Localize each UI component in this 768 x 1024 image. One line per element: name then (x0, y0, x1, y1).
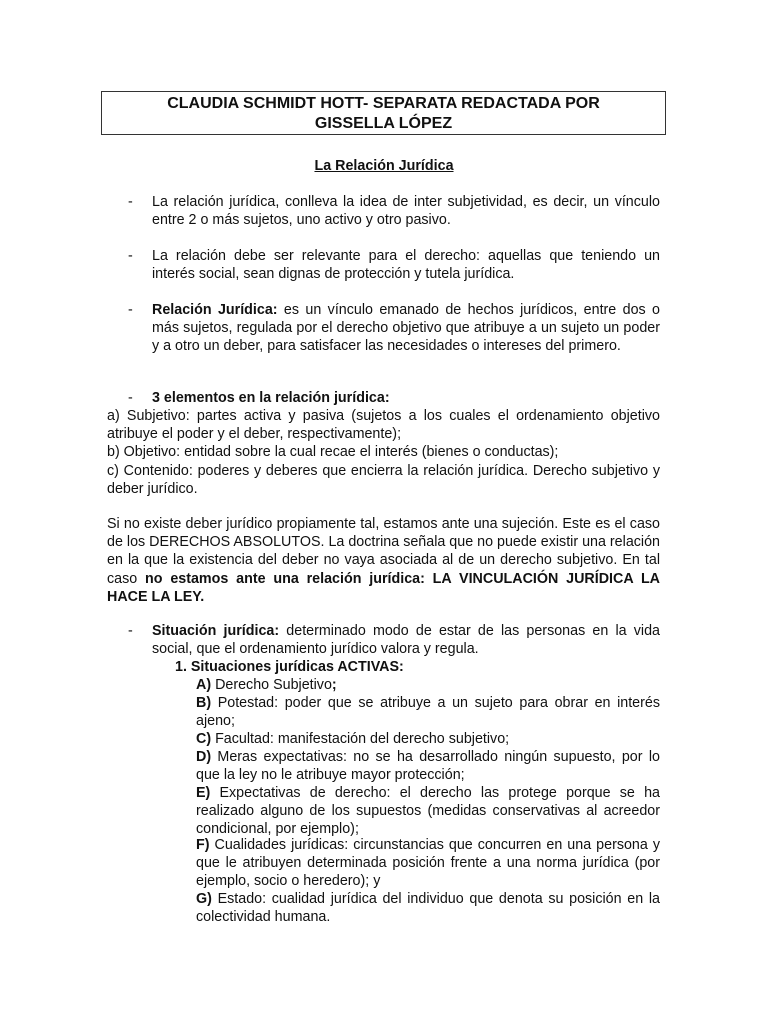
item-text: Derecho Subjetivo (211, 677, 332, 693)
activas-item-b (196, 694, 660, 730)
elements-list (107, 407, 660, 498)
activas-item-f (196, 836, 660, 891)
element-item-a: a) Subjetivo: partes activa y pasiva (sujetos a los cuales el ordenamiento objetivo atribuye el poder y el deber, respectivamente); (107, 408, 660, 443)
title-line-2: GISSELLA LÓPEZ (314, 115, 453, 132)
bullet-item (107, 389, 660, 407)
activas-item-e (196, 784, 660, 839)
item-text: Cualidades jurídicas: circunstancias que concurren en una persona y que le atribuyen determinada posición frente a una norma jurídica (por ejemplo, socio o heredero); y (196, 837, 660, 890)
bullet-item (107, 301, 660, 356)
item-letter: B) (196, 695, 212, 711)
paragraph-text: Si no existe deber jurídico propiamente tal, estamos ante una sujeción. Este es el caso de los DERECHOS ABSOLUTOS. La doctrina señala que no puede existir una relación en la que la existencia del deber no vaya asociada al de un derecho subjetivo. En tal caso (107, 516, 660, 587)
bullet-marker: - (128, 194, 133, 210)
item-text: Estado: cualidad jurídica del individuo que denota su posición en la colectividad humana. (196, 891, 660, 926)
activas-item-a (196, 676, 660, 694)
bullet-body: determinado modo de estar de las personas en la vida social, que el ordenamiento jurídico valora y regula. (152, 623, 660, 658)
bullet-item (107, 247, 660, 283)
bullet-text (152, 622, 660, 658)
section-subtitle: La Relación Jurídica (314, 158, 454, 174)
sujecion-paragraph (107, 515, 660, 606)
bullet-text (152, 301, 660, 356)
bullet-marker: - (128, 302, 133, 318)
item-text: Meras expectativas: no se ha desarrollado ningún supuesto, por lo que la ley no le atribuye mayor protección; (196, 749, 660, 784)
item-letter: E) (196, 785, 211, 801)
activas-item-d (196, 748, 660, 784)
title-line-1: CLAUDIA SCHMIDT HOTT- SEPARATA REDACTADA POR (167, 95, 600, 112)
bullet-body: es un vínculo emanado de hechos jurídicos, entre dos o más sujetos, regulada por el derecho objetivo que atribuye a un sujeto un poder y a otro un deber, para satisfacer las necesidades o intereses del primero. (152, 302, 660, 355)
activas-heading: 1. Situaciones jurídicas ACTIVAS: (175, 659, 404, 675)
item-text: Facultad: manifestación del derecho subjetivo; (211, 731, 510, 747)
item-letter: G) (196, 891, 212, 907)
bullet-marker: - (128, 623, 133, 639)
bullet-bold-label: Situación jurídica: (152, 623, 280, 639)
bullet-text (152, 389, 660, 407)
element-item-b: b) Objetivo: entidad sobre la cual recae el interés (bienes o conductas); (107, 444, 559, 461)
document-title-box (101, 91, 666, 135)
element-item-c: c) Contenido: poderes y deberes que encierra la relación jurídica. Derecho subjetivo y deber jurídico. (107, 462, 660, 497)
bullet-bold-label: 3 elementos en la relación jurídica: (152, 390, 390, 406)
item-text: Expectativas de derecho: el derecho las protege porque se ha realizado alguno de los supuestos (medidas conservativas al acreedor condicional, por ejemplo); (196, 785, 660, 838)
item-letter: A) (196, 677, 212, 693)
bullet-marker: - (128, 248, 133, 264)
item-suffix: ; (331, 677, 337, 693)
bullet-item (107, 193, 660, 229)
activas-item-g (196, 890, 660, 926)
bullet-text: La relación debe ser relevante para el derecho: aquellas que teniendo un interés social, sean dignas de protección y tutela jurídica. (152, 248, 660, 283)
item-letter: C) (196, 731, 212, 747)
item-letter: F) (196, 837, 210, 853)
bullet-item (107, 622, 660, 658)
item-text: Potestad: poder que se atribuye a un sujeto para obrar en interés ajeno; (196, 695, 660, 730)
activas-item-c (196, 730, 660, 748)
bullet-text: La relación jurídica, conlleva la idea de inter subjetividad, es decir, un vínculo entre 2 o más sujetos, uno activo y otro pasivo. (152, 194, 660, 229)
item-letter: D) (196, 749, 212, 765)
bullet-marker: - (128, 390, 133, 406)
bullet-bold-label: Relación Jurídica: (152, 302, 278, 318)
paragraph-bold: no estamos ante una relación jurídica: LA VINCULACIÓN JURÍDICA LA HACE LA LEY. (107, 570, 661, 605)
